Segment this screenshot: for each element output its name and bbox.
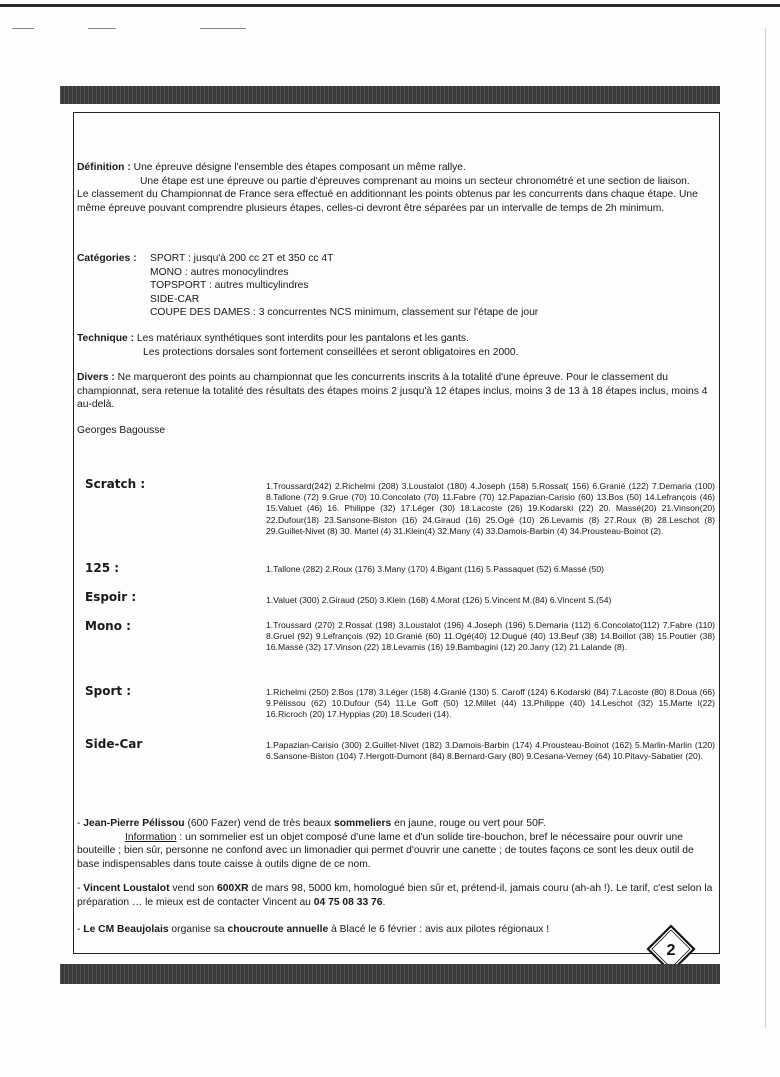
category-item: COUPE DES DAMES : 3 concurrentes NCS minimum, classement sur l'étape de jour	[150, 307, 539, 318]
category-item: SIDE-CAR	[150, 293, 200, 305]
page-number: 2	[666, 942, 676, 959]
results-sport: 1.Richelmi (250) 2.Bos (178) 3.Léger (158) 4.Granié (130) 5. Caroff (124) 6.Kodarski (84) 7.Lacoste (80) 8.Doua (66) 9.Pélissou (62) 10.Dufour (54) 11.Le Goff (50) 12.Millet (44) 13.Philippe (40) 14.Leschot (32) 15.Marte l(22) 16.Ricroch (20) 17.Hyppias (20) 18.Scuderi (14).	[266, 687, 715, 720]
page-edge	[765, 28, 766, 1028]
phone-number: 04 75 08 33 76	[313, 896, 383, 908]
technique-line1: Les matériaux synthétiques sont interdits pour les pantalons et les gants.	[136, 333, 469, 344]
signature: Georges Bagousse	[77, 425, 166, 436]
definition-section	[77, 161, 717, 215]
definition-paragraph: Le classement du Championnat de France sera effectué en additionnant les points obtenus par les concurrents dans chaque étape. Une même épreuve pouvant comprendre plusieurs étapes, celles-ci devront être séparées par un intervalle de temps de 2h minimum.	[77, 189, 698, 214]
divers-section	[77, 371, 717, 412]
scan-mark	[88, 28, 116, 29]
divers-label: Divers :	[77, 372, 115, 383]
results-espoir: 1.Valuet (300) 2.Giraud (250) 3.Klein (168) 4.Morat (126) 5.Vincent M.(84) 6.Vincent S.(54)	[266, 595, 612, 605]
categories-list	[150, 252, 570, 320]
definition-line2: Une étape est une épreuve ou partie d'épreuves comprenant au moins un secteur chronométré et une section de liaison.	[140, 175, 690, 187]
technique-label: Technique :	[77, 333, 135, 344]
categories-label: Catégories :	[77, 253, 137, 264]
category-item: SPORT : jusqu'à 200 cc 2T et 350 cc 4T	[150, 253, 334, 264]
divers-text: Ne marqueront des points au championnat que les concurrents inscrits à la totalité d'une épreuve. Pour le classement du championnat, sera retenue la totalité des résultats des étapes moins 2 jusqu'à 12 étapes inclus, moins 3 de 13 à 18 étapes inclus, moins 4 au-delà.	[77, 372, 708, 410]
technique-line2: Les protections dorsales sont fortement conseillées et seront obligatoires en 2000.	[143, 346, 519, 358]
category-item: TOPSPORT : autres multicylindres	[150, 280, 309, 291]
definition-line1: Une épreuve désigne l'ensemble des étapes composant un même rallye.	[133, 162, 466, 173]
ad-seller-name: Jean-Pierre Pélissou	[83, 818, 185, 829]
results-label-sidecar: Side-Car	[85, 737, 143, 751]
ad-600xr: - Vincent Loustalot vend son 600XR de mars 98, 5000 km, homologué bien sûr et, prétend-il, jamais couru (ah-ah !). Le tarif, c'est selon la préparation … le mieux est de contacter Vincent au 04 75 08 33 76.	[77, 883, 713, 908]
results-label-scratch: Scratch :	[85, 477, 146, 491]
ad-seller-name: Vincent Loustalot	[83, 883, 170, 894]
results-label-sport: Sport :	[85, 684, 132, 698]
scan-mark	[12, 28, 34, 29]
results-label-espoir: Espoir :	[85, 590, 137, 604]
information-label: Information	[125, 831, 177, 843]
category-item: MONO : autres monocylindres	[150, 266, 289, 278]
header-band	[60, 86, 720, 104]
results-label-mono: Mono :	[85, 619, 131, 633]
results-mono: 1.Troussard (270) 2.Rossat (198) 3.Loustalot (196) 4.Joseph (196) 5.Demaria (112) 6.Concolato(112) 7.Fabre (110) 8.Gruel (92) 9.Lefrançois (92) 10.Granié (60) 11.Ogé(40) 12.Dugué (40) 13.Beuf (38) 14.Boillot (38) 15.Poutier (38) 16.Massé (32) 17.Vinson (22) 18.Levamis (16) 19.Bambagini (12) 20.Jarry (12) 21.Lalande (8).	[266, 620, 715, 653]
results-label-125: 125 :	[85, 561, 120, 575]
definition-label: Définition :	[77, 162, 131, 173]
results-sidecar: 1.Papazian-Carisio (300) 2.Guillet-Nivet (182) 3.Damois-Barbin (174) 4.Prousteau-Boinot (162) 5.Marlin-Marlin (120) 6.Sansone-Biston (104) 7.Hergott-Dumont (84) 8.Bernard-Gary (80) 9.Cesana-Verney (64) 10.Pitavy-Sabatier (20).	[266, 740, 715, 762]
footer-band	[60, 964, 720, 984]
scan-mark	[200, 28, 246, 29]
results-scratch: 1.Troussard(242) 2.Richelmi (208) 3.Loustalot (180) 4.Joseph (158) 5.Rossat( 156) 6.Granié (122) 7.Demaria (100) 8.Tallone (72) 9.Grue (70) 10.Concolato (70) 11.Fabre (70) 12.Papazian-Carisio (60) 13.Bos (50) 14.Lefrançois (46) 15.Valuet (46) 16. Philippe (32) 17.Léger (30) 18.Lacoste (26) 19.Kodarski (22) 20. Massé(20) 21.Vinson(20) 22.Dufour(18) 23.Sansone-Biston (16) 24.Giraud (16) 25.Ogé (10) 26.Levamis (8) 27.Roux (8) 28.Leschot (8) 29.Guillet-Nivet (8) 30. Martel (4) 31.Klein(4) 32.Many (4) 33.Damois-Barbin (4) 34.Prousteau-Boinot (2).	[266, 481, 715, 536]
ad-organizer-name: Le CM Beaujolais	[83, 924, 169, 935]
technique-section	[77, 332, 717, 359]
scan-top-border	[0, 4, 780, 7]
ad-sommeliers: - Jean-Pierre Pélissou (600 Fazer) vend de très beaux sommeliers en jaune, rouge ou vert pour 50F. Information : un sommelier est un objet composé d'une lame et d'un solide tire-bouchon, bref le nécessaire pour ouvrir une bouteille ; bien sûr, personne ne confond avec un limonadier qui permet d'ouvrir une canette ; de toutes façons ce sont les deux outil de base indispensables dans toute caisse à outils digne de ce nom.	[77, 818, 694, 870]
results-125: 1.Tallone (282) 2.Roux (176) 3.Many (170) 4.Bigant (116) 5.Passaquet (52) 6.Massé (50)	[266, 564, 605, 574]
ad-choucroute: - Le CM Beaujolais organise sa choucroute annuelle à Blacé le 6 février : avis aux pilotes régionaux !	[77, 924, 550, 935]
